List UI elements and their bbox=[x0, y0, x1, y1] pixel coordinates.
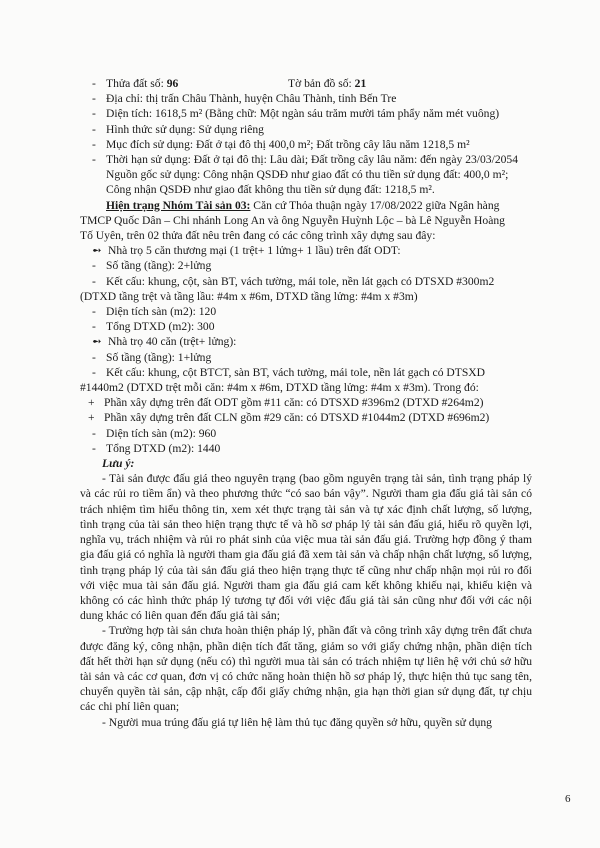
dash-marker: - bbox=[92, 350, 96, 364]
origin-text: Nguồn gốc sử dụng: Công nhận QSDĐ như giao đất có thu tiền sử dụng đất: 400,0 m²; bbox=[106, 168, 509, 182]
floors-text-2: Số tầng (tầng): 1+lửng bbox=[106, 350, 212, 364]
structure-text-2: (DTXD tầng trệt và tầng lầu: #4m x #6m, DTXD tầng lửng: #4m x #3m) bbox=[80, 289, 418, 303]
floors-text: Số tầng (tầng): 2+lửng bbox=[106, 259, 212, 273]
dash-marker: - bbox=[92, 92, 96, 106]
agreement-text: TMCP Quốc Dân – Chi nhánh Long An và ông Nguyễn Huỳnh Lộc – bà Lê Nguyễn Hoàng bbox=[80, 213, 505, 227]
floors-line bbox=[92, 258, 532, 273]
origin-line bbox=[92, 167, 532, 182]
plus-marker: + bbox=[88, 396, 95, 410]
floor-area-line bbox=[92, 304, 532, 319]
arrow-bullet-icon: ➻ bbox=[92, 244, 102, 258]
map-sheet-number: 21 bbox=[354, 77, 367, 90]
page-number: 6 bbox=[565, 793, 571, 805]
address-line bbox=[92, 91, 532, 106]
agreement-line bbox=[80, 213, 532, 228]
cln-part-text: Phần xây dựng trên đất CLN gồm #29 căn: có DTSXD #1044m2 (DTXD #696m2) bbox=[104, 411, 490, 425]
dash-marker: - bbox=[92, 274, 96, 288]
floors-line-2 bbox=[92, 350, 532, 365]
usage-purpose-text: Mục đích sử dụng: Đất ở tại đô thị 400,0 m²; Đất trồng cây lâu năm 1218,5 m² bbox=[106, 137, 470, 151]
dash-marker: - bbox=[92, 107, 96, 121]
dash-marker: - bbox=[92, 365, 96, 379]
address-text: Địa chỉ: thị trấn Châu Thành, huyện Châu Thành, tỉnh Bến Tre bbox=[106, 92, 397, 106]
usage-term-line bbox=[92, 152, 532, 167]
asset-group-heading-line bbox=[92, 198, 532, 213]
asset-group-heading: Hiện trạng Nhóm Tài sản 03: bbox=[106, 198, 251, 212]
total-area-text: Tổng DTXD (m2): 300 bbox=[106, 320, 215, 334]
total-area-line-2 bbox=[92, 441, 532, 456]
floor-area-line-2 bbox=[92, 426, 532, 441]
cln-part-line bbox=[88, 410, 532, 425]
usage-form-line bbox=[92, 122, 532, 137]
structure-line-4 bbox=[80, 380, 532, 395]
dash-marker: - bbox=[92, 122, 96, 136]
parcel-line bbox=[92, 76, 532, 91]
agreement-line-2 bbox=[80, 228, 532, 243]
total-area-line bbox=[92, 319, 532, 334]
area-line bbox=[92, 106, 532, 121]
note-heading-line bbox=[92, 456, 532, 471]
dash-marker: - bbox=[92, 137, 96, 151]
dash-marker: - bbox=[92, 320, 96, 334]
structure-text-4: #1440m2 (DTXD trệt mỗi căn: #4m x #6m, DTXD tầng lửng: #4m x #3m). Trong đó: bbox=[80, 381, 479, 395]
odt-part-line bbox=[88, 395, 532, 410]
page-content bbox=[80, 76, 532, 730]
usage-form-text: Hình thức sử dụng: Sử dụng riêng bbox=[106, 122, 264, 136]
building-1-text: Nhà trọ 5 căn thương mại (1 trệt+ 1 lửng+ 1 lầu) trên đất ODT: bbox=[108, 244, 401, 258]
note-paragraph-2: - Trường hợp tài sản chưa hoàn thiện pháp lý, phần đất và công trình xây dựng trên đất chưa được đăng ký, công nhận, phần diện tích đất tăng, giảm so với giấy chứng nhận, phần diện tích đất hết thời hạn sử dụng (nếu có) thì người mua tài sản có trách nhiệm tự liên hệ với chủ sở hữu tài sản và các cơ quan, đơn vị có chức năng hoàn thiện hồ sơ pháp lý, thực hiện thủ tục sang tên, chuyển quyền tài sản, cập nhật, cấp đổi giấy chứng nhận, gia hạn thời gian sử dụng đất, tự chịu các chi phí liên quan; bbox=[80, 624, 532, 714]
total-area-text-2: Tổng DTXD (m2): 1440 bbox=[106, 441, 221, 455]
dash-marker: - bbox=[92, 77, 96, 90]
origin-text-2: Công nhận QSDĐ như giao đất không thu tiền sử dụng đất: 1218,5 m². bbox=[106, 183, 435, 197]
floor-area-text-2: Diện tích sàn (m2): 960 bbox=[106, 426, 217, 440]
area-text: Diện tích: 1618,5 m² (Bằng chữ: Một ngàn sáu trăm mười tám phẩy năm mét vuông) bbox=[106, 107, 500, 121]
arrow-bullet-icon: ➻ bbox=[92, 335, 102, 349]
agreement-text-2: Tố Uyên, trên 02 thửa đất nêu trên đang có các công trình xây dựng sau đây: bbox=[80, 229, 436, 243]
dash-marker: - bbox=[92, 441, 96, 455]
odt-part-text: Phần xây dựng trên đất ODT gồm #11 căn: có DTSXD #396m2 (DTXD #264m2) bbox=[104, 396, 484, 410]
parcel-number: 96 bbox=[166, 77, 179, 90]
map-sheet bbox=[288, 76, 366, 91]
note-paragraph-3: - Người mua trúng đấu giá tự liên hệ làm thủ tục đăng quyền sở hữu, quyền sử dụng bbox=[102, 715, 492, 729]
dash-marker: - bbox=[92, 259, 96, 273]
dash-marker: - bbox=[92, 153, 96, 167]
dash-marker: - bbox=[92, 305, 96, 319]
structure-line-2 bbox=[80, 289, 532, 304]
map-sheet-label: Tờ bản đồ số: bbox=[288, 77, 355, 90]
heading-rest-text: Căn cứ Thỏa thuận ngày 17/08/2022 giữa Ngân hàng bbox=[250, 198, 500, 212]
building-2-line bbox=[92, 334, 532, 349]
note-paragraph-1: - Tài sản được đấu giá theo nguyên trạng (bao gồm nguyên trạng tài sản, tình trạng pháp lý và các rủi ro tiềm ẩn) và theo phương thức “có sao bán vậy”. Người tham gia đấu giá tài sản có trách nhiệm tìm hiểu thông tin, xem xét thực trạng tài sản và tự xác định chất lượng, số lượng, tình trạng của tài sản theo hiện trạng thực tế và hồ sơ pháp lý tài sản đấu giá, hiểu rõ quyền lợi, nghĩa vụ, trách nhiệm và rủi ro phát sinh của việc mua tài sản đấu giá. Trường hợp đồng ý tham gia đấu giá có nghĩa là người tham gia đấu giá đã xem tài sản và chấp nhận chất lượng, số lượng, tình trạng pháp lý của tài sản đấu giá theo hiện trạng thực tế cũng như chấp nhận mọi rủi ro đối với việc mua tài sản đấu giá. Người tham gia đấu giá cam kết không khiếu nại, khiếu kiện và không có các hình thức pháp lý tương tự đối với việc đấu giá tài sản cũng như đối với các nội dung khác có liên quan đến đấu giá tài sản; bbox=[80, 472, 532, 623]
parcel-label: Thửa đất số: bbox=[106, 77, 167, 90]
plus-marker: + bbox=[88, 411, 95, 425]
usage-purpose-line bbox=[92, 137, 532, 152]
dash-marker: - bbox=[92, 426, 96, 440]
structure-line-3 bbox=[92, 365, 532, 380]
floor-area-text: Diện tích sàn (m2): 120 bbox=[106, 305, 217, 319]
structure-text: Kết cấu: khung, cột, sàn BT, vách tường, mái tole, nền lát gạch có DTSXD #300m2 bbox=[106, 274, 495, 288]
usage-term-text: Thời hạn sử dụng: Đất ở tại đô thị: Lâu dài; Đất trồng cây lâu năm: đến ngày 23/03/2054 bbox=[106, 153, 519, 167]
origin-line-2 bbox=[92, 182, 532, 197]
building-2-text: Nhà trọ 40 căn (trệt+ lửng): bbox=[108, 335, 237, 349]
structure-text-3: Kết cấu: khung, cột BTCT, sàn BT, vách tường, mái tole, nền lát gạch có DTSXD bbox=[106, 365, 486, 379]
structure-line bbox=[92, 274, 532, 289]
building-1-line bbox=[92, 243, 532, 258]
note-heading: Lưu ý: bbox=[102, 457, 135, 471]
